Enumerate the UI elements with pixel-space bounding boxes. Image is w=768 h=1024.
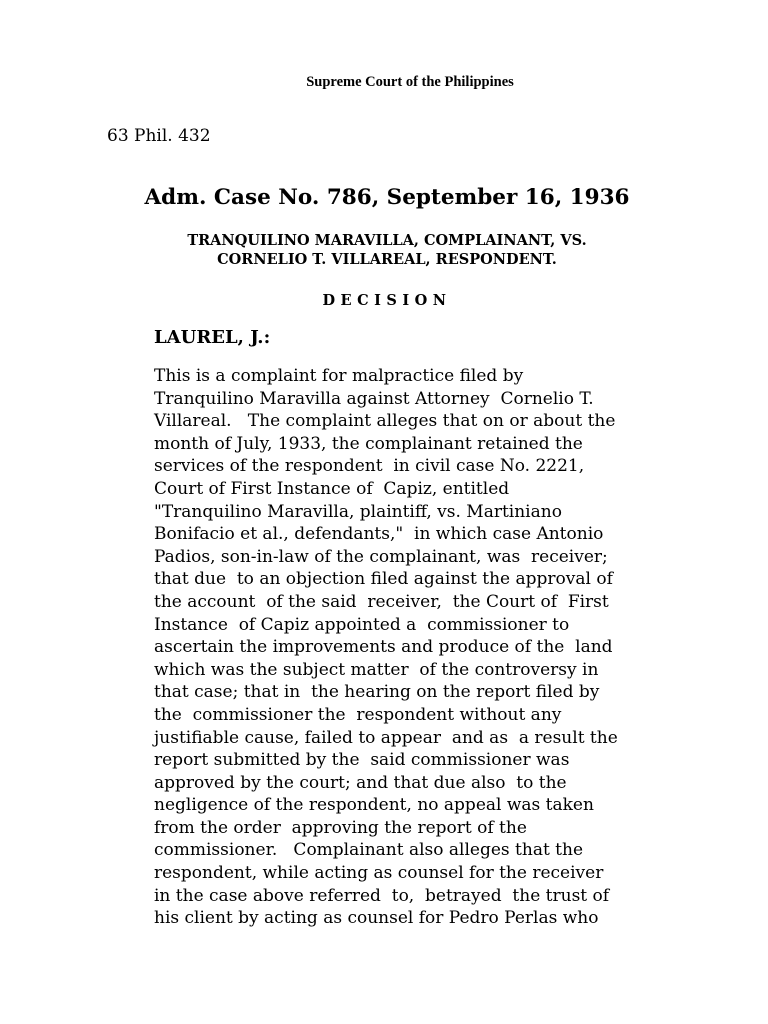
body-line: "Tranquilino Maravilla, plaintiff, vs. Martiniano — [154, 501, 562, 522]
body-line: that due to an objection filed against the approval of — [154, 569, 613, 590]
parties — [0, 231, 768, 269]
body-line: which was the subject matter of the controversy in — [154, 659, 599, 680]
body-line: This is a complaint for malpractice filed by — [154, 366, 524, 386]
citation: 63 Phil. 432 — [107, 126, 211, 146]
body-line: approved by the court; and that due also to the — [154, 772, 567, 793]
body-line: the account of the said receiver, the Court of First — [154, 591, 609, 612]
body-line: negligence of the respondent, no appeal was taken — [154, 795, 594, 816]
body-line: justifiable cause, failed to appear and as a result the — [154, 727, 618, 748]
body-line: that case; that in the hearing on the report filed by — [154, 682, 600, 703]
decision-heading: DECISION — [322, 292, 452, 309]
body-line: Padios, son-in-law of the complainant, was receiver; — [154, 546, 608, 567]
parties-line: CORNELIO T. VILLAREAL, RESPONDENT. — [217, 251, 557, 268]
body-line: Villareal. The complaint alleges that on or about the — [154, 411, 616, 432]
body-line: Tranquilino Maravilla against Attorney Cornelio T. — [154, 388, 594, 409]
body-text — [154, 365, 674, 930]
ponente: LAUREL, J.: — [154, 327, 271, 348]
body-line: Instance of Capiz appointed a commissioner to — [154, 614, 570, 635]
body-line: Court of First Instance of Capiz, entitled — [154, 478, 510, 499]
body-line: Bonifacio et al., defendants," in which case Antonio — [154, 524, 604, 545]
case-title: Adm. Case No. 786, September 16, 1936 — [144, 185, 630, 210]
body-line: respondent, while acting as counsel for the receiver — [154, 863, 604, 884]
body-line: the commissioner the respondent without any — [154, 704, 562, 725]
body-line: month of July, 1933, the complainant retained the — [154, 433, 583, 454]
body-line: commissioner. Complainant also alleges that the — [154, 840, 584, 861]
court-header: Supreme Court of the Philippines — [306, 74, 514, 90]
body-line: from the order approving the report of the — [154, 817, 527, 838]
parties-line: TRANQUILINO MARAVILLA, COMPLAINANT, VS. — [187, 232, 587, 249]
body-line: services of the respondent in civil case No. 2221, — [154, 456, 585, 477]
body-line: ascertain the improvements and produce of the land — [154, 637, 613, 658]
body-line: his client by acting as counsel for Pedro Perlas who — [154, 908, 599, 929]
body-line: report submitted by the said commissioner was — [154, 750, 570, 771]
body-line: in the case above referred to, betrayed the trust of — [154, 885, 610, 906]
